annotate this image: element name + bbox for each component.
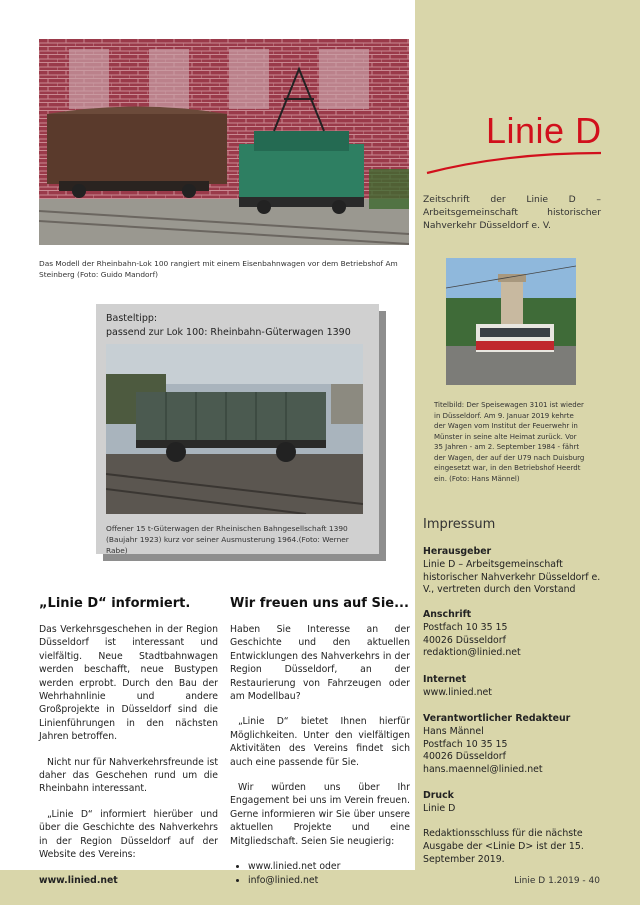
main-photo bbox=[39, 39, 409, 245]
tram-photo-caption: Titelbild: Der Speisewagen 3101 ist wieder in Düsseldorf. Am 9. Januar 2019 kehrte der Wagen vom Institut der Feuerwehr in Münster in seine alte Heimat zurück. Vor 35 Jahren - am 2. September 1984 - fährt der Wagen, der auf der U79 nach Duisburg eingesetzt war, in den Betriebshof Heerdt ein. (Foto: Hans Männel) bbox=[434, 401, 585, 483]
basteltipp-heading bbox=[106, 312, 371, 340]
impressum-herausgeber bbox=[423, 546, 608, 597]
impressum-druck bbox=[423, 790, 608, 816]
footer-page-info: Linie D 1.2019 - 40 bbox=[514, 876, 600, 886]
freight-wagon-photo bbox=[106, 344, 363, 514]
druck-label: Druck bbox=[423, 790, 454, 801]
intro-text: Zeitschrift der Linie D – Arbeitsgemeinschaft historischer Nahverkehr Düsseldorf e. V. bbox=[423, 194, 601, 231]
col1-body bbox=[39, 623, 218, 887]
col2-paragraph-1: Haben Sie Interesse an der Geschichte und den aktuellen Entwicklungen des Nahverkehrs in der Region Düsseldorf, an der Restaurierung von Fahrzeugen oder am Modellbau? bbox=[230, 624, 410, 703]
col1-website-link[interactable]: www.linied.net bbox=[39, 874, 118, 886]
redakteur-email[interactable]: hans.maennel@linied.net bbox=[423, 764, 543, 776]
impressum-title: Impressum bbox=[423, 517, 496, 532]
col1-heading: „Linie D“ informiert. bbox=[39, 596, 191, 611]
col2-body bbox=[230, 623, 410, 887]
redakteur-label: Verantwortlicher Redakteur bbox=[423, 713, 571, 724]
col2-paragraph-2: „Linie D“ bietet Ihnen hierfür Möglichkeiten. Unter den vielfältigen Aktivitäten des Vereins findet sich auch eine passende für Sie. bbox=[230, 716, 410, 768]
anschrift-line-2: 40026 Düsseldorf bbox=[423, 634, 506, 646]
internet-label: Internet bbox=[423, 674, 467, 685]
impressum-anschrift bbox=[423, 609, 608, 660]
basteltipp-line-1: Basteltipp: bbox=[106, 313, 158, 324]
anschrift-email[interactable]: redaktion@linied.net bbox=[423, 647, 521, 659]
col1-paragraph-3: „Linie D“ informiert hierüber und über die Geschichte des Nahverkehrs in der Region Düsseldorf auf der Website des Vereins: bbox=[39, 808, 218, 861]
col2-paragraph-3: Wir würden uns über Ihr Engagement bei uns im Verein freuen. Gerne informieren wir Sie über unsere aktuellen Projekte und eine Mitgliedschaft. Seien Sie neugierig: bbox=[230, 782, 410, 847]
tram-photo bbox=[446, 258, 576, 385]
col2-contact-website[interactable]: • www.linied.net oder bbox=[248, 860, 410, 873]
brand-title: Linie D bbox=[486, 110, 602, 151]
basteltipp-line-2: passend zur Lok 100: Rheinbahn-Güterwagen 1390 bbox=[106, 327, 351, 338]
freight-wagon-caption: Offener 15 t-Güterwagen der Rheinischen Bahngesellschaft 1390 (Baujahr 1923) kurz vor seiner Ausmusterung 1964.(Foto: Werner Rabe) bbox=[106, 524, 349, 555]
druck-text: Linie D bbox=[423, 802, 456, 814]
col1-paragraph-2: Nicht nur für Nahverkehrsfreunde ist daher das Geschehen rund um die Rheinbahn interessant. bbox=[39, 756, 218, 795]
impressum-internet bbox=[423, 674, 608, 700]
col2-contact-list bbox=[230, 860, 410, 887]
redakteur-line-2: Postfach 10 35 15 bbox=[423, 738, 508, 750]
herausgeber-label: Herausgeber bbox=[423, 546, 492, 557]
herausgeber-text: Linie D – Arbeitsgemeinschaft historischer Nahverkehr Düsseldorf e. V., vertreten durch den Vorstand bbox=[423, 558, 601, 596]
col1-paragraph-1: Das Verkehrsgeschehen in der Region Düsseldorf ist interessant und vielfältig. Neue Stadtbahnwagen werden beschafft, neue Bustypen werden erprobt. Durch den Bau der Wehrhahnlinie und andere Großprojekte in Düsseldorf sind die Linienführungen in den nächsten Jahren betroffen. bbox=[39, 624, 218, 743]
redakteur-line-1: Hans Männel bbox=[423, 725, 484, 737]
main-photo-caption: Das Modell der Rheinbahn-Lok 100 rangiert mit einem Eisenbahnwagen vor dem Betriebshof Am Steinberg (Foto: Guido Mandorf) bbox=[39, 259, 398, 279]
internet-link[interactable]: www.linied.net bbox=[423, 686, 492, 698]
impressum-redakteur bbox=[423, 713, 608, 777]
redakteur-line-3: 40026 Düsseldorf bbox=[423, 751, 506, 763]
brand-swoosh bbox=[425, 149, 605, 177]
anschrift-label: Anschrift bbox=[423, 609, 472, 620]
impressum-redaktionsschluss: Redaktionsschluss für die nächste Ausgabe der <Linie D> ist der 15. September 2019. bbox=[423, 828, 584, 865]
anschrift-line-1: Postfach 10 35 15 bbox=[423, 621, 508, 633]
col2-heading: Wir freuen uns auf Sie... bbox=[230, 596, 409, 611]
col2-contact-email[interactable]: • info@linied.net bbox=[248, 874, 410, 887]
